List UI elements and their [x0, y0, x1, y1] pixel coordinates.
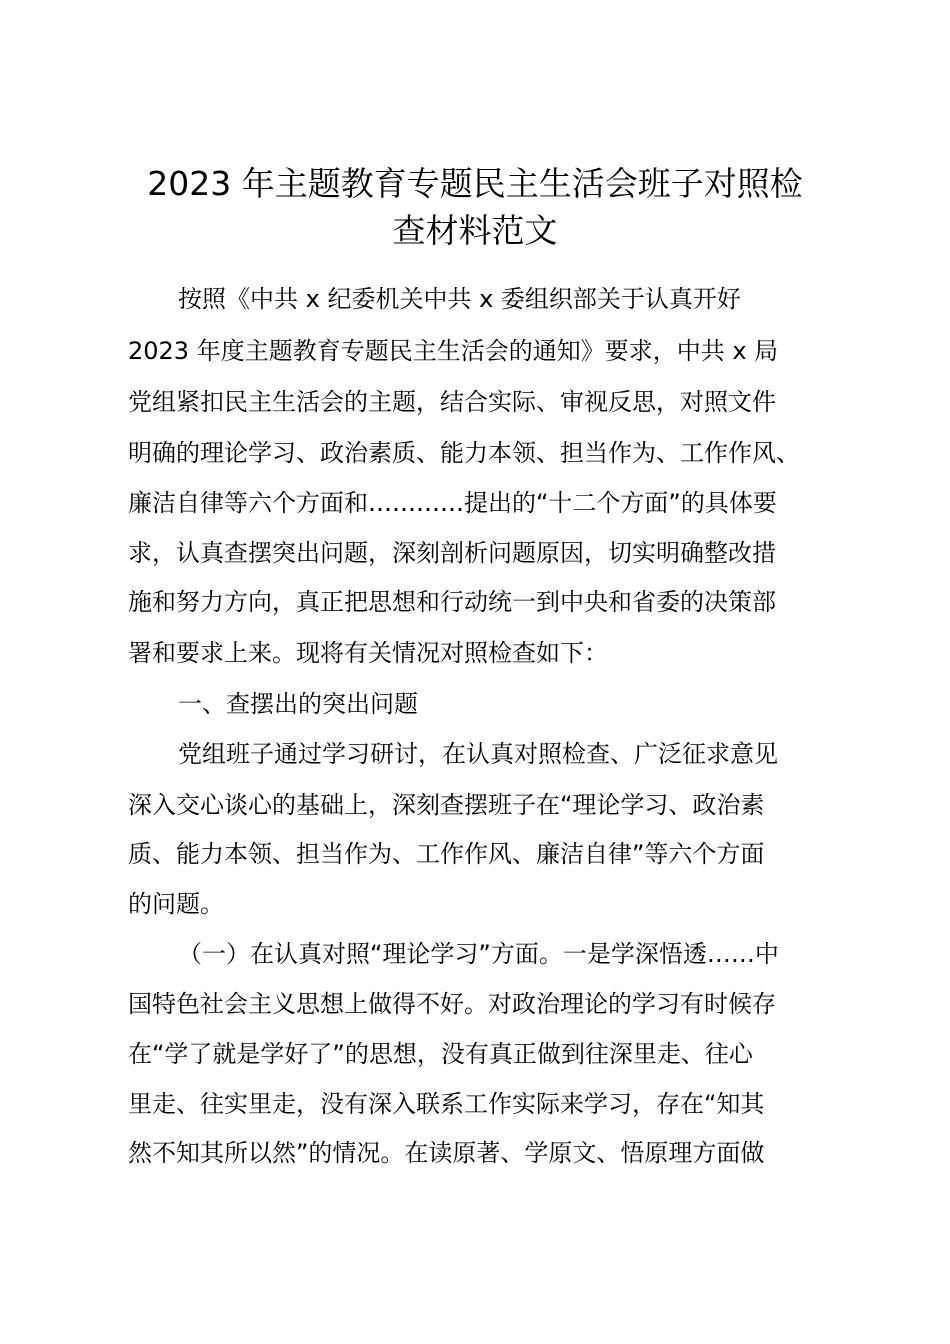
paragraph-line: 党组紧扣民主生活会的主题，结合实际、审视反思，对照文件 [128, 388, 776, 416]
paragraph-line: 署和要求上来。现将有关情况对照检查如下： [128, 639, 608, 667]
paragraph-line: 廉洁自律等六个方面和…………提出的“十二个方面”的具体要 [128, 489, 777, 517]
paragraph-line: 2023 年度主题教育专题民主生活会的通知》要求，中共 x 局 [128, 337, 779, 365]
paragraph-line: 然不知其所以然”的情况。在读原著、学原文、悟原理方面做 [128, 1139, 765, 1167]
paragraph-line: 深入交心谈心的基础上，深刻查摆班子在“理论学习、政治素 [128, 791, 765, 819]
paragraph-line: 的问题。 [128, 890, 224, 918]
paragraph-line: （一）在认真对照“理论学习”方面。一是学深悟透……中 [178, 940, 779, 968]
paragraph-line: 党组班子通过学习研讨，在认真对照检查、广泛征求意见 [178, 740, 778, 768]
document-title-line-1: 2023 年主题教育专题民主生活会班子对照检 [147, 164, 803, 203]
paragraph-line: 质、能力本领、担当作为、工作作风、廉洁自律”等六个方面 [128, 840, 765, 868]
paragraph-line: 施和努力方向，真正把思想和行动统一到中央和省委的决策部 [128, 588, 776, 616]
paragraph-line: 在“学了就是学好了”的思想，没有真正做到往深里走、往心 [128, 1040, 753, 1068]
paragraph-line: 明确的理论学习、政治素质、能力本领、担当作为、工作作风、 [128, 439, 800, 467]
paragraph-line: 按照《中共 x 纪委机关中共 x 委组织部关于认真开好 [178, 285, 741, 313]
document-title-line-2: 查材料范文 [392, 211, 558, 250]
section-heading: 一、查摆出的突出问题 [178, 690, 418, 718]
paragraph-line: 求，认真查摆突出问题，深刻剖析问题原因，切实明确整改措 [128, 539, 776, 567]
paragraph-line: 里走、往实里走，没有深入联系工作实际来学习，存在“知其 [128, 1090, 765, 1118]
paragraph-line: 国特色社会主义思想上做得不好。对政治理论的学习有时候存 [128, 990, 776, 1018]
